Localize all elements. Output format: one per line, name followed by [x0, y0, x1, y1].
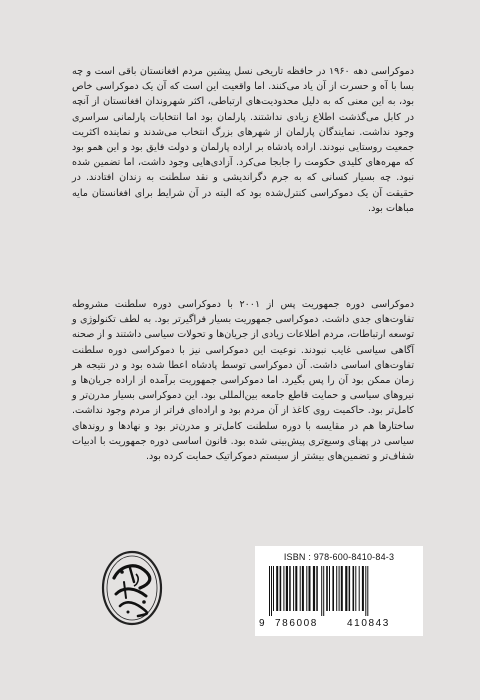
- body-paragraph-2: دموکراسی دوره جمهوریت پس از ۲۰۰۱ با دموکراسی دوره سلطنت مشروطه تفاوت‌های جدی داشت. دموکراسی جمهوریت بسیار فراگیرتر بود. به لطف تکنولوژی و توسعه ارتباطات، مردم اطلاعات زیادی از جریان‌ها و تحولات سیاسی داشتند و از صحنه آگاهی سیاسی غایب نبودند. نوعیت این دموکراسی نیز با دموکراسی دوره سلطنت تفاوت‌های اساسی داشت. آن دموکراسی توسط پادشاه اعطا شده بود و در نتیجه هر زمان ممکن بود آن را پس بگیرد. اما دموکراسی جمهوریت برآمده از اراده جریان‌ها و نیروهای سیاسی و حمایت قاطع جامعه بین‌المللی بود. این دموکراسی بسیار مدرن‌تر و کامل‌تر بود. حاکمیت روی کاغذ از آن مردم بود و اراده‌ای فراتر از مردم وجود نداشت. ساختارها هم در مقایسه با دوره سلطنت کامل‌تر و مدرن‌تر بود و نهادها و روندهای سیاسی در پهنای وسیع‌تری پیش‌بینی شده بود. قانون اساسی دوره جمهوریت با ادبیات شفاف‌تر و تضمین‌های بیشتر از سیستم دموکراتیک حمایت کرده بود.: [71, 299, 414, 463]
- barcode-bar: [349, 566, 351, 611]
- barcode-bars: [267, 566, 417, 616]
- barcode-bar: [359, 566, 360, 611]
- barcode-bar: [367, 566, 368, 616]
- barcode-bar: [309, 566, 311, 611]
- seal-graphic: [100, 548, 164, 628]
- barcode-bar: [306, 566, 307, 611]
- isbn-label: ISBN : 978-600-8410-84-3: [283, 552, 395, 562]
- barcode-bar: [316, 566, 318, 611]
- isbn-barcode: [255, 546, 423, 636]
- barcode-bar: [271, 566, 272, 616]
- barcode-right-digits: 410843: [347, 618, 390, 629]
- barcode-bar: [286, 566, 288, 611]
- barcode-bar: [353, 566, 355, 611]
- body-paragraph-1: دموکراسی دهه ۱۹۶۰ در حافظه تاریخی نسل پیشین مردم افغانستان باقی است و چه بسا با آه و حسرت از آن یاد می‌کنند. اما واقعیت این است که آن یک دموکراسی خاص بود، به این معنی که به دلیل محدودیت‌های ارتباطی، اکثر شهروندان افغانستان از آنچه در کابل می‌گذشت اطلاع زیادی نداشتند. پارلمان بود اما انتخابات پارلمانی سراسری وجود نداشت. نمایندگان پارلمان از شهرهای بزرگ انتخاب می‌شدند و نماینده اکثریت جمعیت روستایی نبودند. اراده پادشاه بر اراده پارلمان و دولت فایق بود و این همو بود که مهره‌های کلیدی حکومت را جابجا می‌کرد. آزادی‌هایی وجود داشت، اما تضمین شده نبود. چه بسیار کسانی که به جرم دگراندیشی و نقد سلطنت به زندان افتادند. در حقیقت آن یک دموکراسی کنترل‌شده بود که البته در آن شرایط برای افغانستان مایه مباهات بود.: [72, 66, 414, 214]
- barcode-bar: [326, 566, 328, 611]
- barcode-bar: [329, 566, 330, 611]
- barcode-bar: [321, 566, 322, 616]
- barcode-bar: [365, 566, 366, 616]
- barcode-bar: [295, 566, 297, 611]
- barcode-bar: [362, 566, 364, 611]
- calligraphic-seal-icon: [100, 548, 164, 628]
- barcode-bar: [336, 566, 337, 611]
- barcode-first-digit: 9: [259, 618, 265, 629]
- barcode-bar: [339, 566, 340, 611]
- barcode-bar: [273, 566, 274, 611]
- barcode-bar: [283, 566, 284, 611]
- barcode-bar: [293, 566, 294, 611]
- barcode-bar: [280, 566, 282, 611]
- barcode-bar: [355, 566, 356, 611]
- barcode-bar: [345, 566, 347, 611]
- barcode-bar: [332, 566, 334, 611]
- barcode-bar: [341, 566, 343, 611]
- barcode-bar: [313, 566, 315, 611]
- barcode-bar: [289, 566, 291, 611]
- barcode-bar: [302, 566, 304, 611]
- barcode-left-digits: 786008: [275, 618, 318, 629]
- barcode-bar: [323, 566, 324, 616]
- barcode-bar: [300, 566, 301, 611]
- barcode-bar: [276, 566, 278, 611]
- barcode-bar: [269, 566, 270, 616]
